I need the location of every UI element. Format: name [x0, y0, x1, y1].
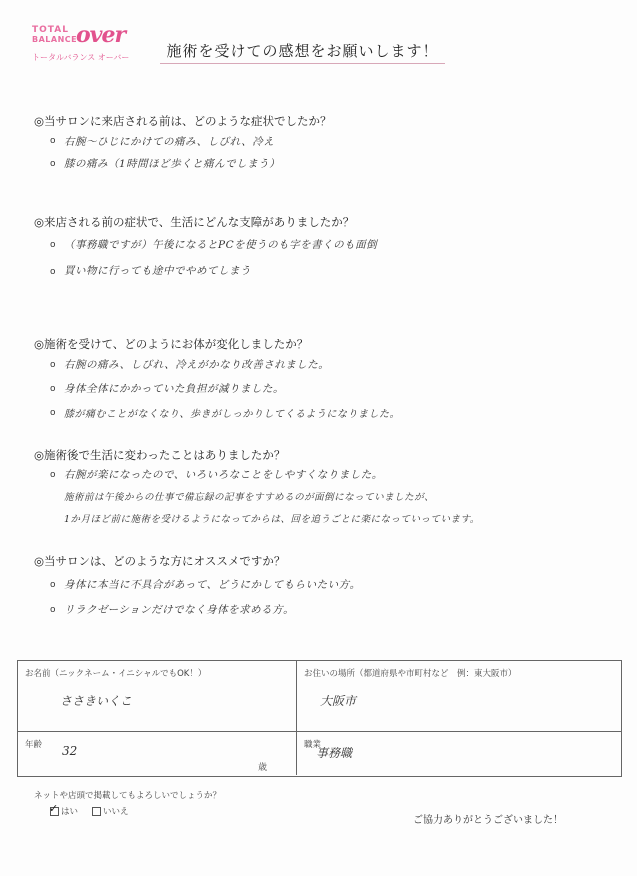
- table-divider: [17, 731, 621, 732]
- logo-script: over: [76, 22, 126, 48]
- job-label: 職業: [304, 740, 322, 750]
- answer-5-1: 身体に本当に不具合があって、どうにかしてもらいたい方。: [64, 579, 361, 591]
- answer-2-1: （事務職ですが）午後になるとPCを使うのも字を書くのも面倒: [64, 239, 378, 251]
- answer-4-2: 施術前は午後からの仕事で備忘録の記事をすすめるのが面倒になっていましたが、: [64, 492, 435, 503]
- bullet-icon: o: [50, 580, 56, 590]
- thanks-message: ご協力ありがとうございました！: [413, 815, 563, 826]
- title-underline: [160, 63, 445, 64]
- no-label: いいえ: [103, 807, 129, 817]
- question-2: ◎来店される前の症状で、生活にどんな支障がありましたか？: [34, 215, 355, 229]
- name-label: お名前（ニックネーム・イニシャルでもOK！）: [25, 669, 207, 679]
- answer-5-2: リラクゼーションだけでなく身体を求める方。: [64, 604, 295, 616]
- yes-label: はい: [61, 807, 79, 817]
- bullet-icon: o: [50, 267, 56, 277]
- answer-3-1: 右腕の痛み、しびれ、冷えがかなり改善されました。: [64, 359, 330, 371]
- table-divider: [296, 660, 297, 775]
- address-value: 大阪市: [320, 694, 357, 708]
- bullet-icon: o: [50, 159, 56, 169]
- question-3: ◎施術を受けて、どのようにお体が変化しましたか？: [34, 337, 309, 351]
- logo-balance: BALANCE: [32, 35, 78, 44]
- question-5: ◎当サロンは、どのような方にオススメですか？: [34, 554, 286, 568]
- question-1: ◎当サロンに来店される前は、どのような症状でしたか？: [34, 114, 332, 128]
- name-value: ささきいくこ: [60, 694, 133, 708]
- logo-total: TOTAL: [32, 25, 69, 35]
- bullet-icon: o: [50, 384, 56, 394]
- bullet-icon: o: [50, 136, 56, 146]
- answer-3-2: 身体全体にかかっていた負担が減りました。: [64, 383, 284, 395]
- page-title: 施術を受けての感想をお願いします！: [166, 42, 439, 60]
- bullet-icon: o: [50, 408, 56, 418]
- permission-yes[interactable]: [50, 805, 78, 817]
- checkbox-icon[interactable]: [92, 807, 101, 816]
- bullet-icon: o: [50, 360, 56, 370]
- age-unit: 歳: [258, 763, 268, 773]
- bullet-icon: o: [50, 240, 56, 250]
- answer-2-2: 買い物に行っても途中でやめてしまう: [64, 265, 251, 277]
- answer-3-3: 膝が痛むことがなくなり、歩きがしっかりしてくるようになりました。: [64, 409, 400, 420]
- answer-1-1: 右腕～ひじにかけての痛み、しびれ、冷え: [64, 136, 275, 148]
- bullet-icon: o: [50, 470, 56, 480]
- address-label: お住いの場所（都道府県や市町村など 例：東大阪市）: [304, 669, 517, 679]
- bullet-icon: o: [50, 605, 56, 615]
- permission-no[interactable]: [92, 805, 129, 817]
- job-value: 事務職: [316, 746, 353, 760]
- question-4: ◎施術後で生活に変わったことはありましたか？: [34, 448, 286, 462]
- answer-4-3: 1か月ほど前に施術を受けるようになってからは、回を追うごとに楽になっていっています。: [64, 514, 480, 525]
- brand-logo: [32, 22, 142, 66]
- answer-1-2: 膝の痛み（1時間ほど歩くと痛んでしまう）: [64, 158, 281, 170]
- age-value: 32: [62, 744, 78, 758]
- logo-kana: トータルバランス オーバー: [32, 53, 130, 62]
- permission-question: ネットや店頭で掲載してもよろしいでしょうか？: [34, 791, 222, 801]
- age-label: 年齢: [25, 740, 43, 750]
- checkbox-checked-icon[interactable]: [50, 807, 59, 816]
- answer-4-1: 右腕が楽になったので、いろいろなことをしやすくなりました。: [64, 469, 383, 481]
